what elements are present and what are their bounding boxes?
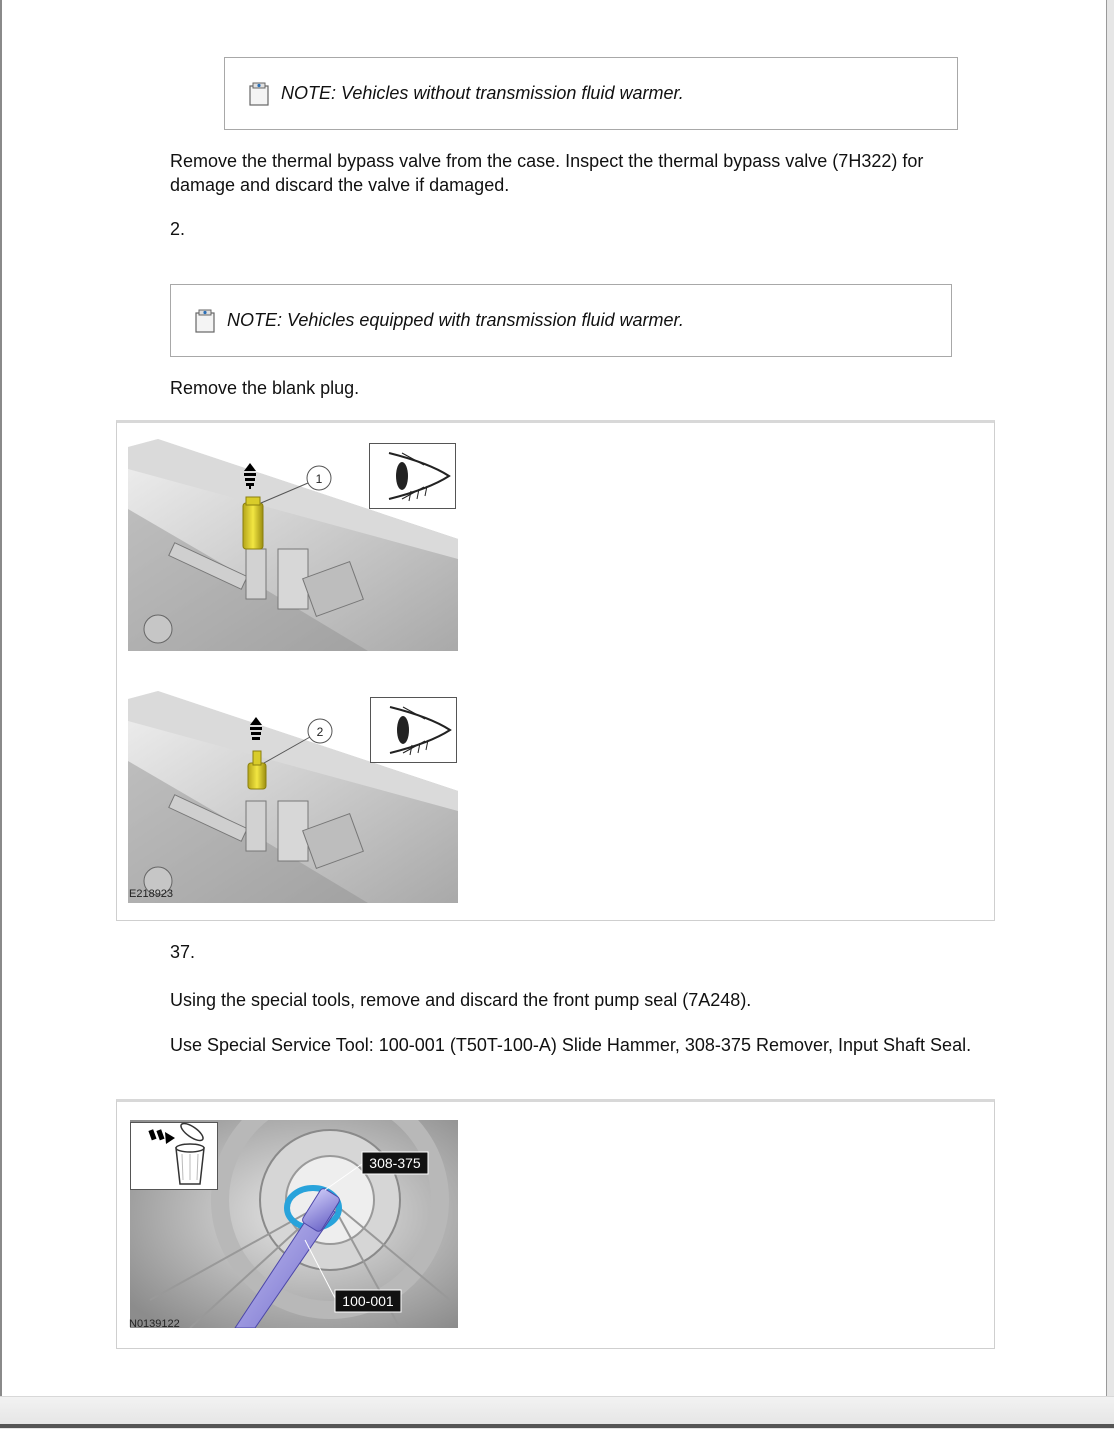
step-number: 2. <box>170 219 186 239</box>
callout-1: 1 <box>315 472 323 486</box>
callout-2: 2 <box>316 725 324 739</box>
step-text-blank-plug: Remove the blank plug. <box>170 378 360 398</box>
eye-view-icon <box>369 443 456 509</box>
page-bottom-border <box>0 1424 1114 1428</box>
note-icon <box>249 82 269 106</box>
note-icon <box>195 309 215 333</box>
discard-icon <box>130 1122 218 1190</box>
figure-thermal-bypass <box>116 420 995 921</box>
step-text-front-pump-seal: Using the special tools, remove and discard the front pump seal (7A248). <box>170 990 752 1010</box>
tool-label-slide-hammer: 100-001 <box>342 1293 394 1309</box>
tool-label-remover: 308-375 <box>369 1155 421 1171</box>
step-number: 37. <box>170 942 196 962</box>
page-edge-left <box>0 0 2 1428</box>
note-text: NOTE: Vehicles without transmission fluid warmer. <box>281 83 684 103</box>
eye-view-icon <box>370 697 457 763</box>
figure-id: N0139122 <box>129 1318 180 1330</box>
note-text: NOTE: Vehicles equipped with transmission fluid warmer. <box>227 310 684 330</box>
step-text-thermal-bypass: Remove the thermal bypass valve from the case. Inspect the thermal bypass valve (7H322) for damage and discard the valve if damaged. <box>170 151 924 195</box>
figure-front-pump-seal <box>116 1099 995 1349</box>
figure-id: E218923 <box>129 888 174 900</box>
note-box-with-warmer <box>170 284 952 357</box>
note-box-no-warmer <box>224 57 958 130</box>
page-edge-right <box>1106 0 1114 1428</box>
special-tools-text: Use Special Service Tool: 100-001 (T50T-100-A) Slide Hammer, 308-375 Remover, Input Shaft Seal. <box>170 1035 972 1055</box>
